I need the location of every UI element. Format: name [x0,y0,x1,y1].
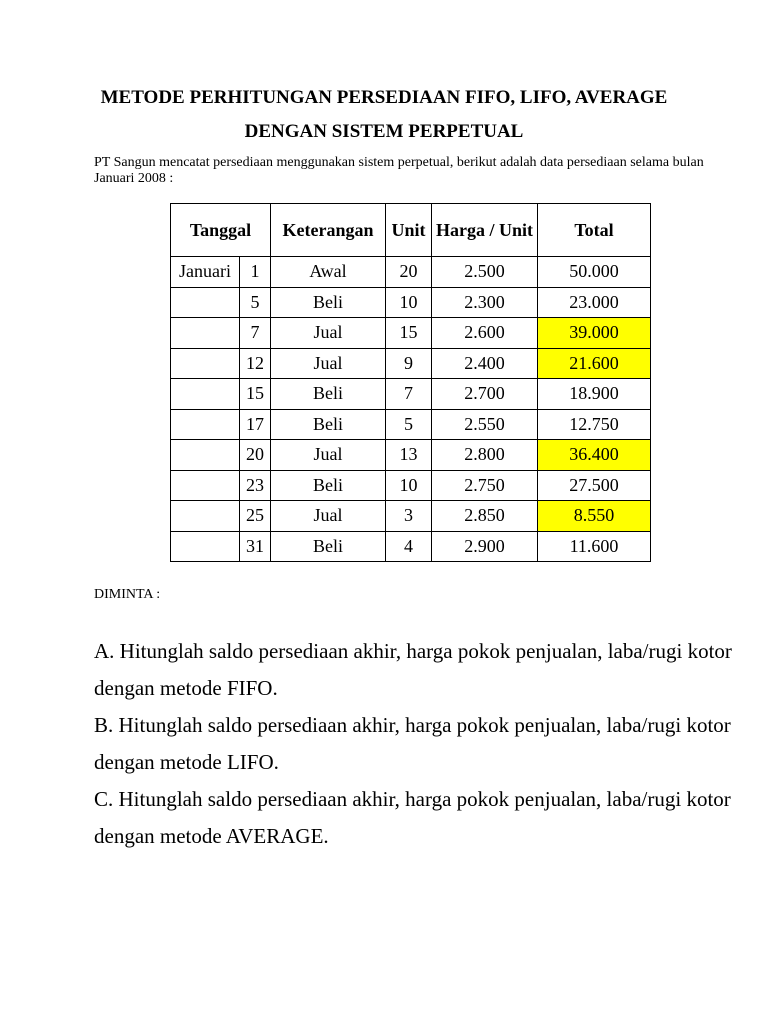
cell-keterangan: Jual [271,348,386,379]
table-row [171,257,651,288]
page-title: METODE PERHITUNGAN PERSEDIAAN FIFO, LIFO, AVERAGE [100,87,668,108]
inventory-table [170,203,651,562]
table-header-row [171,204,651,257]
cell-total: 21.600 [538,348,651,379]
cell-harga: 2.700 [432,379,538,410]
cell-month [171,287,240,318]
cell-total: 18.900 [538,379,651,410]
cell-month [171,501,240,532]
cell-total: 39.000 [538,318,651,349]
cell-unit: 10 [386,287,432,318]
table-body [171,257,651,562]
cell-month [171,379,240,410]
cell-keterangan: Beli [271,409,386,440]
cell-unit: 15 [386,318,432,349]
cell-day: 7 [240,318,271,349]
cell-harga: 2.850 [432,501,538,532]
cell-keterangan: Jual [271,440,386,471]
cell-keterangan: Jual [271,318,386,349]
header-keterangan: Keterangan [271,204,386,257]
cell-harga: 2.800 [432,440,538,471]
cell-month [171,470,240,501]
cell-harga: 2.900 [432,531,538,562]
cell-total: 11.600 [538,531,651,562]
cell-unit: 4 [386,531,432,562]
table-row [171,287,651,318]
cell-keterangan: Beli [271,470,386,501]
cell-day: 15 [240,379,271,410]
cell-total: 50.000 [538,257,651,288]
cell-day: 1 [240,257,271,288]
table-row [171,470,651,501]
cell-keterangan: Beli [271,287,386,318]
header-harga: Harga / Unit [432,204,538,257]
cell-keterangan: Beli [271,379,386,410]
cell-day: 31 [240,531,271,562]
table-row [171,501,651,532]
cell-unit: 9 [386,348,432,379]
cell-day: 12 [240,348,271,379]
cell-unit: 13 [386,440,432,471]
cell-keterangan: Awal [271,257,386,288]
cell-total: 8.550 [538,501,651,532]
header-tanggal: Tanggal [171,204,271,257]
intro-paragraph: PT Sangun mencatat persediaan menggunakan sistem perpetual, berikut adalah data persediaan selama bulan Januari 2008 : [94,155,704,186]
cell-day: 5 [240,287,271,318]
cell-month [171,409,240,440]
cell-harga: 2.500 [432,257,538,288]
cell-day: 23 [240,470,271,501]
header-unit: Unit [386,204,432,257]
cell-month [171,531,240,562]
cell-unit: 10 [386,470,432,501]
page-subtitle: DENGAN SISTEM PERPETUAL [244,121,524,142]
table-row [171,440,651,471]
cell-day: 17 [240,409,271,440]
question-item: B. Hitunglah saldo persediaan akhir, harga pokok penjualan, laba/rugi kotor dengan metode LIFO. [94,713,731,774]
cell-harga: 2.300 [432,287,538,318]
cell-harga: 2.550 [432,409,538,440]
table-row [171,318,651,349]
cell-total: 23.000 [538,287,651,318]
table-row [171,409,651,440]
table-row [171,379,651,410]
question-item: C. Hitunglah saldo persediaan akhir, harga pokok penjualan, laba/rugi kotor dengan metode AVERAGE. [94,787,731,848]
cell-day: 20 [240,440,271,471]
cell-harga: 2.400 [432,348,538,379]
diminta-label: DIMINTA : [94,587,161,602]
cell-unit: 20 [386,257,432,288]
cell-month [171,348,240,379]
cell-month [171,318,240,349]
cell-unit: 5 [386,409,432,440]
cell-unit: 3 [386,501,432,532]
cell-harga: 2.750 [432,470,538,501]
cell-total: 12.750 [538,409,651,440]
header-total: Total [538,204,651,257]
cell-unit: 7 [386,379,432,410]
cell-month: Januari [171,257,240,288]
cell-keterangan: Jual [271,501,386,532]
table-row [171,348,651,379]
cell-total: 36.400 [538,440,651,471]
question-list [94,633,734,855]
question-item: A. Hitunglah saldo persediaan akhir, harga pokok penjualan, laba/rugi kotor dengan metode FIFO. [94,639,732,700]
cell-total: 27.500 [538,470,651,501]
cell-keterangan: Beli [271,531,386,562]
cell-day: 25 [240,501,271,532]
cell-harga: 2.600 [432,318,538,349]
table-row [171,531,651,562]
cell-month [171,440,240,471]
